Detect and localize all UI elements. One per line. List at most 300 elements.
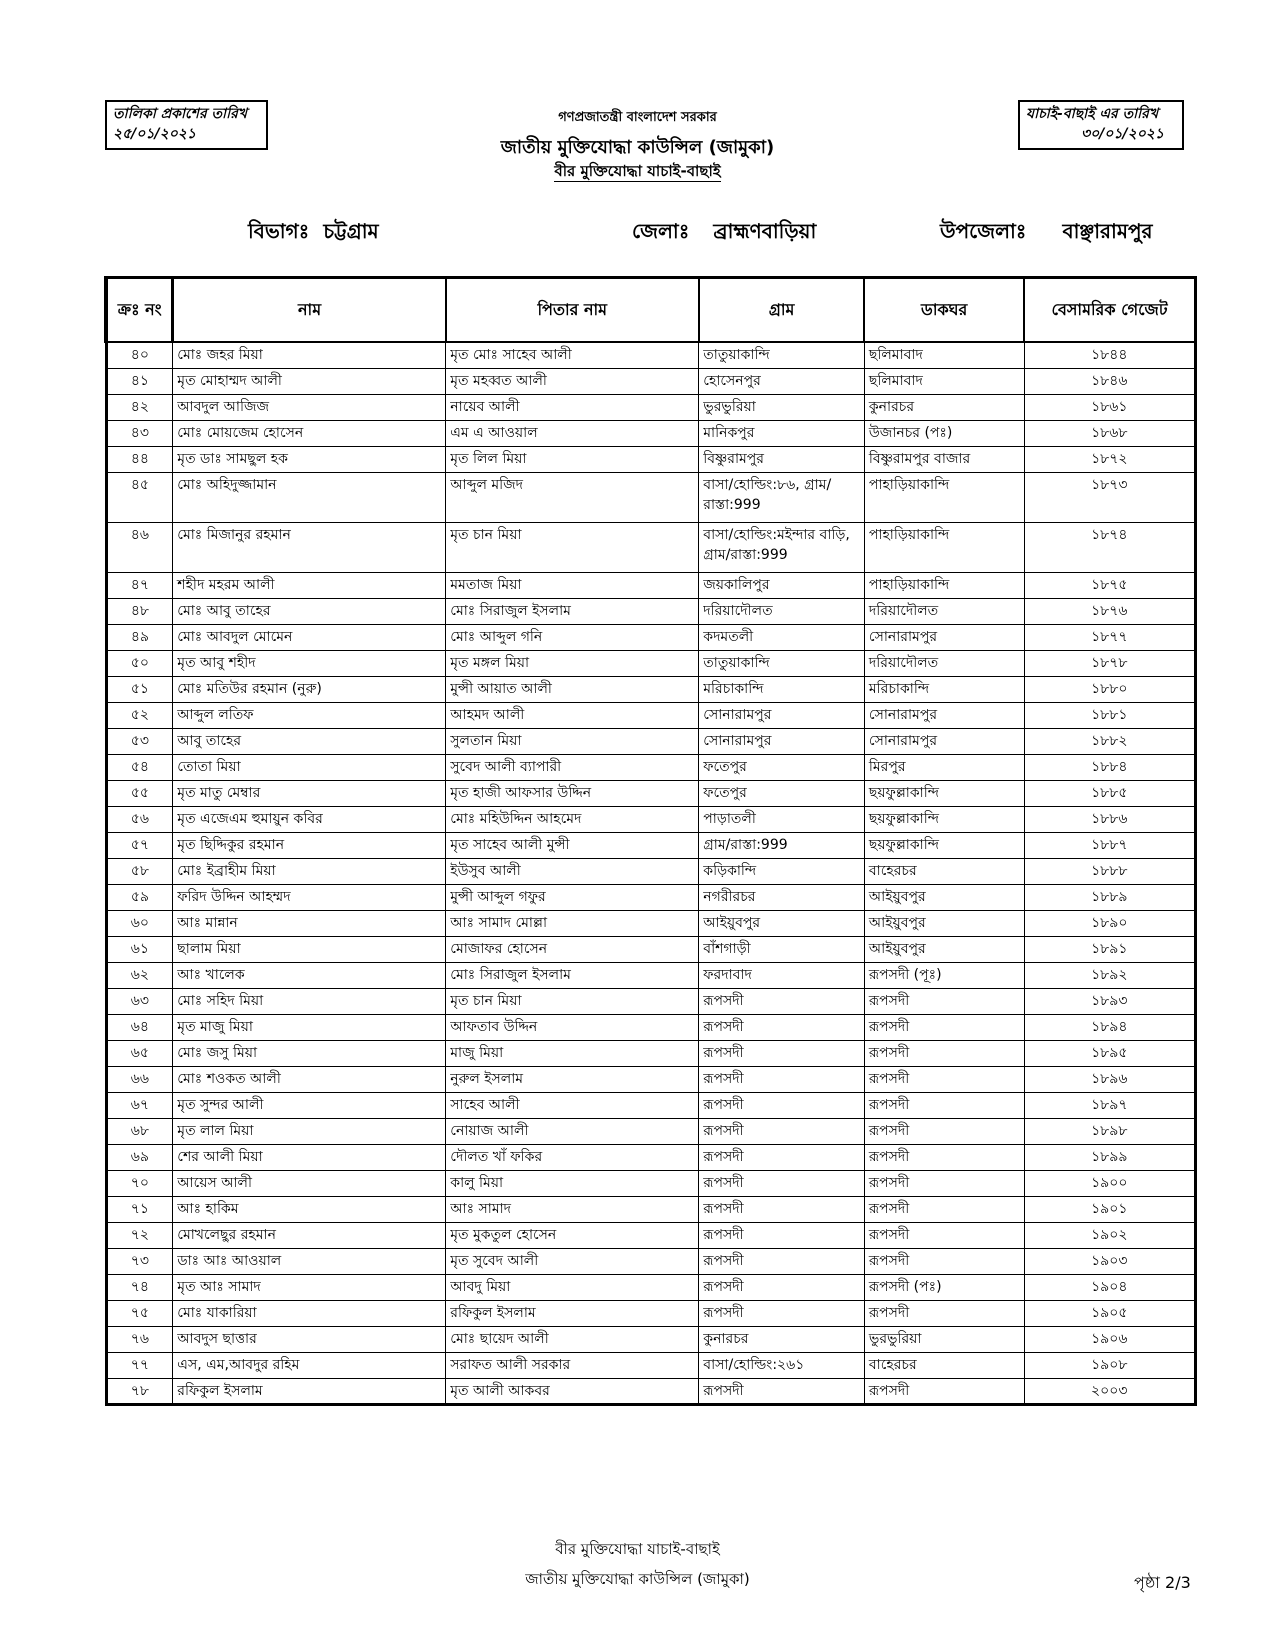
publish-date-label: তালিকা প্রকাশের তারিখ — [113, 106, 247, 122]
cell-civil-gazette: ১৯০২ — [1024, 1222, 1195, 1248]
cell-civil-gazette: ১৯০৫ — [1024, 1300, 1195, 1326]
cell-post-office: কুনারচর — [864, 394, 1024, 420]
table-row — [106, 650, 1196, 676]
cell-post-office: রূপসদী — [864, 1014, 1024, 1040]
table-row — [106, 910, 1196, 936]
cell-civil-gazette: ২০০৩ — [1024, 1378, 1195, 1404]
cell-post-office: আইয়ুবপুর — [864, 884, 1024, 910]
table-row — [106, 342, 1196, 368]
cell-name: মৃত আঃ সামাদ — [173, 1274, 446, 1300]
cell-name: এস, এম,আবদুর রহিম — [173, 1352, 446, 1378]
cell-village: নগরীরচর — [699, 884, 865, 910]
cell-post-office: আইয়ুবপুর — [864, 936, 1024, 962]
cell-name: মৃত ডাঃ সামছুল হক — [173, 446, 446, 472]
cell-civil-gazette: ১৮৮১ — [1024, 702, 1195, 728]
cell-post-office: রূপসদী (পূঃ) — [864, 962, 1024, 988]
cell-father-name: মোঃ ছায়েদ আলী — [446, 1326, 699, 1352]
cell-civil-gazette: ১৮৮৭ — [1024, 832, 1195, 858]
table-row — [106, 472, 1196, 522]
cell-father-name: মোঃ মহিউদ্দিন আহমেদ — [446, 806, 699, 832]
cell-name: রফিকুল ইসলাম — [173, 1378, 446, 1404]
cell-village: বিষ্ণুরামপুর — [699, 446, 865, 472]
column-header-father-name: পিতার নাম — [446, 278, 699, 343]
upazila-label: উপজেলাঃ — [940, 219, 1027, 243]
cell-village: সোনারামপুর — [699, 728, 865, 754]
cell-name: আবদুস ছাত্তার — [173, 1326, 446, 1352]
cell-post-office: বাহেরচর — [864, 858, 1024, 884]
cell-father-name: মৃত আলী আকবর — [446, 1378, 699, 1404]
cell-post-office: রূপসদী — [864, 1300, 1024, 1326]
cell-post-office: ছয়ফুল্লাকান্দি — [864, 806, 1024, 832]
footer-council: জাতীয় মুক্তিযোদ্ধা কাউন্সিল (জামুকা) — [525, 1570, 750, 1588]
cell-father-name: সুলতান মিয়া — [446, 728, 699, 754]
table-row — [106, 962, 1196, 988]
table-row — [106, 1040, 1196, 1066]
table-row — [106, 1118, 1196, 1144]
district-value: ব্রাহ্মণবাড়িয়া — [713, 219, 817, 243]
cell-name: মোঃ সহিদ মিয়া — [173, 988, 446, 1014]
verification-date-label: যাচাই-বাছাই এর তারিখ — [1026, 106, 1159, 122]
cell-civil-gazette: ১৮৭৮ — [1024, 650, 1195, 676]
table-row — [106, 702, 1196, 728]
table-row — [106, 936, 1196, 962]
cell-name: মোঃ মতিউর রহমান (নুরু) — [173, 676, 446, 702]
freedom-fighter-table — [104, 276, 1197, 1406]
cell-father-name: মৃত মোঃ সাহেব আলী — [446, 342, 699, 368]
cell-name: আঃ খালেক — [173, 962, 446, 988]
government-name: গণপ্রজাতন্ত্রী বাংলাদেশ সরকার — [558, 110, 717, 125]
cell-civil-gazette: ১৮৮৮ — [1024, 858, 1195, 884]
division-value: চট্টগ্রাম — [323, 219, 379, 243]
publish-date-value: ২৫/০১/২০২১ — [113, 126, 196, 142]
cell-civil-gazette: ১৮৮২ — [1024, 728, 1195, 754]
cell-serial: ৬০ — [106, 910, 173, 936]
cell-father-name: মোজাফর হোসেন — [446, 936, 699, 962]
table-row — [106, 1144, 1196, 1170]
cell-name: আয়েস আলী — [173, 1170, 446, 1196]
cell-village: তাতুয়াকান্দি — [699, 342, 865, 368]
cell-serial: ৭৬ — [106, 1326, 173, 1352]
cell-father-name: সাহেব আলী — [446, 1092, 699, 1118]
cell-village: গ্রাম/রাস্তা:999 — [699, 832, 865, 858]
table-row — [106, 988, 1196, 1014]
cell-post-office: সোনারামপুর — [864, 728, 1024, 754]
cell-post-office: আইয়ুবপুর — [864, 910, 1024, 936]
cell-serial: ৪৭ — [106, 572, 173, 598]
table-row — [106, 1014, 1196, 1040]
cell-village: ভুরভুরিয়া — [699, 394, 865, 420]
cell-name: মৃত লাল মিয়া — [173, 1118, 446, 1144]
cell-father-name: নোয়াজ আলী — [446, 1118, 699, 1144]
cell-serial: ৭৫ — [106, 1300, 173, 1326]
cell-name: মোঃ আবদুল মোমেন — [173, 624, 446, 650]
cell-civil-gazette: ১৯০৩ — [1024, 1248, 1195, 1274]
cell-serial: ৪৬ — [106, 522, 173, 572]
table-row — [106, 1092, 1196, 1118]
table-row — [106, 394, 1196, 420]
cell-father-name: মৃত লিল মিয়া — [446, 446, 699, 472]
cell-father-name: মাজু মিয়া — [446, 1040, 699, 1066]
cell-serial: ৫৭ — [106, 832, 173, 858]
cell-father-name: আবদু মিয়া — [446, 1274, 699, 1300]
cell-village: ফতেপুর — [699, 780, 865, 806]
cell-name: ফরিদ উদ্দিন আহম্মদ — [173, 884, 446, 910]
cell-civil-gazette: ১৮৮৬ — [1024, 806, 1195, 832]
cell-civil-gazette: ১৮৯৩ — [1024, 988, 1195, 1014]
cell-name: মৃত আবু শহীদ — [173, 650, 446, 676]
cell-serial: ৪১ — [106, 368, 173, 394]
cell-serial: ৬৫ — [106, 1040, 173, 1066]
cell-post-office: পাহাড়িয়াকান্দি — [864, 522, 1024, 572]
cell-civil-gazette: ১৮৮০ — [1024, 676, 1195, 702]
table-header-row — [106, 278, 1196, 343]
table-row — [106, 1066, 1196, 1092]
cell-village: রূপসদী — [699, 988, 865, 1014]
cell-village: আইয়ুবপুর — [699, 910, 865, 936]
cell-civil-gazette: ১৮৯৪ — [1024, 1014, 1195, 1040]
table-row — [106, 1378, 1196, 1404]
cell-civil-gazette: ১৮৯৬ — [1024, 1066, 1195, 1092]
cell-post-office: বিষ্ণুরামপুর বাজার — [864, 446, 1024, 472]
cell-post-office: রূপসদী — [864, 1066, 1024, 1092]
cell-civil-gazette: ১৮৭২ — [1024, 446, 1195, 472]
cell-name: মোঃ অহিদুজ্জামান — [173, 472, 446, 522]
cell-village: হোসেনপুর — [699, 368, 865, 394]
cell-civil-gazette: ১৯০৪ — [1024, 1274, 1195, 1300]
cell-father-name: মমতাজ মিয়া — [446, 572, 699, 598]
table-row — [106, 572, 1196, 598]
cell-name: আবদুল আজিজ — [173, 394, 446, 420]
cell-father-name: আহমদ আলী — [446, 702, 699, 728]
column-header-civil-gazette: বেসামরিক গেজেট — [1024, 278, 1195, 343]
cell-serial: ৭৩ — [106, 1248, 173, 1274]
cell-name: মৃত মোহাম্মদ আলী — [173, 368, 446, 394]
cell-father-name: নুরুল ইসলাম — [446, 1066, 699, 1092]
cell-serial: ৬৭ — [106, 1092, 173, 1118]
cell-post-office: মরিচাকান্দি — [864, 676, 1024, 702]
table-row — [106, 754, 1196, 780]
footer-title: বীর মুক্তিযোদ্ধা যাচাই-বাছাই — [555, 1540, 720, 1558]
cell-name: মৃত মাতু মেম্বার — [173, 780, 446, 806]
cell-father-name: আঃ সামাদ — [446, 1196, 699, 1222]
cell-post-office: রূপসদী (পঃ) — [864, 1274, 1024, 1300]
cell-father-name: কালু মিয়া — [446, 1170, 699, 1196]
cell-name: মোঃ ইব্রাহীম মিয়া — [173, 858, 446, 884]
cell-village: রূপসদী — [699, 1196, 865, 1222]
cell-serial: ৭১ — [106, 1196, 173, 1222]
cell-village: রূপসদী — [699, 1118, 865, 1144]
cell-village: রূপসদী — [699, 1014, 865, 1040]
cell-village: মানিকপুর — [699, 420, 865, 446]
cell-village: রূপসদী — [699, 1378, 865, 1404]
cell-name: মৃত এজেএম হুমায়ুন কবির — [173, 806, 446, 832]
cell-serial: ৪৪ — [106, 446, 173, 472]
cell-father-name: সরাফত আলী সরকার — [446, 1352, 699, 1378]
cell-name: মৃত সুন্দর আলী — [173, 1092, 446, 1118]
cell-post-office: সোনারামপুর — [864, 702, 1024, 728]
cell-post-office: রূপসদী — [864, 1222, 1024, 1248]
column-header-village: গ্রাম — [699, 278, 865, 343]
cell-civil-gazette: ১৯০৬ — [1024, 1326, 1195, 1352]
cell-serial: ৪৮ — [106, 598, 173, 624]
cell-name: মৃত মাজু মিয়া — [173, 1014, 446, 1040]
cell-father-name: মোঃ সিরাজুল ইসলাম — [446, 598, 699, 624]
cell-father-name: মৃত চান মিয়া — [446, 522, 699, 572]
cell-post-office: রূপসদী — [864, 1092, 1024, 1118]
cell-village: রূপসদী — [699, 1248, 865, 1274]
cell-post-office: ছলিমাবাদ — [864, 342, 1024, 368]
cell-serial: ৪২ — [106, 394, 173, 420]
cell-serial: ৫৪ — [106, 754, 173, 780]
district-label: জেলাঃ — [632, 219, 690, 243]
cell-serial: ৭৮ — [106, 1378, 173, 1404]
cell-father-name: ইউসুব আলী — [446, 858, 699, 884]
table-row — [106, 806, 1196, 832]
cell-village: রূপসদী — [699, 1300, 865, 1326]
cell-civil-gazette: ১৮৯৭ — [1024, 1092, 1195, 1118]
cell-village: পাড়াতলী — [699, 806, 865, 832]
cell-father-name: আফতাব উদ্দিন — [446, 1014, 699, 1040]
cell-serial: ৬৬ — [106, 1066, 173, 1092]
cell-serial: ৫২ — [106, 702, 173, 728]
cell-civil-gazette: ১৮৯৮ — [1024, 1118, 1195, 1144]
cell-village: রূপসদী — [699, 1222, 865, 1248]
cell-post-office: ছয়ফুল্লাকান্দি — [864, 832, 1024, 858]
cell-serial: ৬৪ — [106, 1014, 173, 1040]
cell-civil-gazette: ১৮৬৮ — [1024, 420, 1195, 446]
cell-post-office: রূপসদী — [864, 1196, 1024, 1222]
table-row — [106, 368, 1196, 394]
cell-serial: ৫৮ — [106, 858, 173, 884]
cell-serial: ৫৬ — [106, 806, 173, 832]
cell-name: মৃত ছিদ্দিকুর রহমান — [173, 832, 446, 858]
cell-village: রূপসদী — [699, 1170, 865, 1196]
cell-civil-gazette: ১৯০৮ — [1024, 1352, 1195, 1378]
table-row — [106, 1300, 1196, 1326]
cell-father-name: রফিকুল ইসলাম — [446, 1300, 699, 1326]
cell-serial: ৭৪ — [106, 1274, 173, 1300]
cell-village: সোনারামপুর — [699, 702, 865, 728]
table-row — [106, 1274, 1196, 1300]
cell-father-name: নায়েব আলী — [446, 394, 699, 420]
cell-civil-gazette: ১৮৯৯ — [1024, 1144, 1195, 1170]
cell-father-name: মুন্সী আব্দুল গফুর — [446, 884, 699, 910]
cell-father-name: এম এ আওয়াল — [446, 420, 699, 446]
cell-village: বাসা/হোল্ডিং:মইন্দার বাড়ি, গ্রাম/রাস্তা:999 — [699, 522, 865, 572]
cell-civil-gazette: ১৮৭৬ — [1024, 598, 1195, 624]
cell-post-office: ভুরভুরিয়া — [864, 1326, 1024, 1352]
cell-father-name: আব্দুল মজিদ — [446, 472, 699, 522]
table-row — [106, 522, 1196, 572]
cell-name: শের আলী মিয়া — [173, 1144, 446, 1170]
cell-name: মোঃ যাকারিয়া — [173, 1300, 446, 1326]
cell-serial: ৭০ — [106, 1170, 173, 1196]
cell-post-office: রূপসদী — [864, 1118, 1024, 1144]
table-row — [106, 624, 1196, 650]
upazila-field — [940, 217, 1153, 250]
cell-serial: ৭২ — [106, 1222, 173, 1248]
cell-name: মোঃ জহর মিয়া — [173, 342, 446, 368]
table-row — [106, 1248, 1196, 1274]
table-row — [106, 884, 1196, 910]
cell-name: আব্দুল লতিফ — [173, 702, 446, 728]
cell-serial: ৪৫ — [106, 472, 173, 522]
cell-village: মরিচাকান্দি — [699, 676, 865, 702]
cell-father-name: মৃত মহব্বত আলী — [446, 368, 699, 394]
cell-post-office: মিরপুর — [864, 754, 1024, 780]
cell-civil-gazette: ১৮৬১ — [1024, 394, 1195, 420]
cell-father-name: মৃত চান মিয়া — [446, 988, 699, 1014]
cell-civil-gazette: ১৮৮৪ — [1024, 754, 1195, 780]
cell-civil-gazette: ১৮৭৪ — [1024, 522, 1195, 572]
cell-village: বাসা/হোল্ডিং:৮৬, গ্রাম/রাস্তা:999 — [699, 472, 865, 522]
cell-village: রূপসদী — [699, 1040, 865, 1066]
cell-village: বাঁশগাড়ী — [699, 936, 865, 962]
cell-civil-gazette: ১৮৮৯ — [1024, 884, 1195, 910]
division-label: বিভাগঃ — [248, 219, 310, 243]
table-row — [106, 728, 1196, 754]
cell-name: শহীদ মহরম আলী — [173, 572, 446, 598]
cell-father-name: মৃত মুকতুল হোসেন — [446, 1222, 699, 1248]
table-row — [106, 446, 1196, 472]
cell-serial: ৭৭ — [106, 1352, 173, 1378]
cell-civil-gazette: ১৮৮৫ — [1024, 780, 1195, 806]
table-row — [106, 1352, 1196, 1378]
cell-serial: ৬৯ — [106, 1144, 173, 1170]
cell-civil-gazette: ১৮৭৩ — [1024, 472, 1195, 522]
cell-serial: ৬৮ — [106, 1118, 173, 1144]
verification-date-value: ৩০/০১/২০২১ — [1080, 126, 1164, 142]
district-field — [632, 217, 816, 250]
cell-village: ফতেপুর — [699, 754, 865, 780]
council-name: জাতীয় মুক্তিযোদ্ধা কাউন্সিল (জামুকা) — [500, 137, 775, 158]
cell-serial: ৬১ — [106, 936, 173, 962]
cell-civil-gazette: ১৮৪৪ — [1024, 342, 1195, 368]
cell-serial: ৫৯ — [106, 884, 173, 910]
cell-post-office: উজানচর (পঃ) — [864, 420, 1024, 446]
cell-post-office: রূপসদী — [864, 1248, 1024, 1274]
division-field — [248, 217, 379, 250]
cell-father-name: মোঃ সিরাজুল ইসলাম — [446, 962, 699, 988]
cell-serial: ৪৯ — [106, 624, 173, 650]
cell-civil-gazette: ১৮৯৫ — [1024, 1040, 1195, 1066]
table-row — [106, 1170, 1196, 1196]
cell-civil-gazette: ১৮৯২ — [1024, 962, 1195, 988]
cell-name: মোখলেছুর রহমান — [173, 1222, 446, 1248]
column-header-serial: ক্রঃ নং — [106, 278, 173, 343]
cell-village: রূপসদী — [699, 1274, 865, 1300]
cell-post-office: ছয়ফুল্লাকান্দি — [864, 780, 1024, 806]
verification-title-text: বীর মুক্তিযোদ্ধা যাচাই-বাছাই — [554, 162, 721, 180]
cell-father-name: দৌলত খাঁ ফকির — [446, 1144, 699, 1170]
cell-post-office: সোনারামপুর — [864, 624, 1024, 650]
cell-post-office: রূপসদী — [864, 1378, 1024, 1404]
cell-father-name: মুন্সী আয়াত আলী — [446, 676, 699, 702]
cell-village: রূপসদী — [699, 1144, 865, 1170]
cell-village: রূপসদী — [699, 1066, 865, 1092]
cell-serial: ৫০ — [106, 650, 173, 676]
cell-civil-gazette: ১৮৭৫ — [1024, 572, 1195, 598]
cell-father-name: মৃত হাজী আফসার উদ্দিন — [446, 780, 699, 806]
cell-father-name: মৃত সাহেব আলী মুন্সী — [446, 832, 699, 858]
table-row — [106, 1196, 1196, 1222]
cell-post-office: বাহেরচর — [864, 1352, 1024, 1378]
cell-village: রূপসদী — [699, 1092, 865, 1118]
cell-post-office: রূপসদী — [864, 988, 1024, 1014]
cell-village: দরিয়াদৌলত — [699, 598, 865, 624]
table-row — [106, 780, 1196, 806]
cell-serial: ৫১ — [106, 676, 173, 702]
cell-name: মোঃ আবু তাহের — [173, 598, 446, 624]
cell-name: মোঃ জসু মিয়া — [173, 1040, 446, 1066]
cell-civil-gazette: ১৮৯১ — [1024, 936, 1195, 962]
cell-civil-gazette: ১৯০১ — [1024, 1196, 1195, 1222]
cell-civil-gazette: ১৮৯০ — [1024, 910, 1195, 936]
cell-village: কদমতলী — [699, 624, 865, 650]
table-body — [106, 342, 1196, 1404]
table-row — [106, 676, 1196, 702]
cell-name: আঃ মান্নান — [173, 910, 446, 936]
table-row — [106, 598, 1196, 624]
cell-village: জয়কালিপুর — [699, 572, 865, 598]
cell-father-name: সুবেদ আলী ব্যাপারী — [446, 754, 699, 780]
cell-civil-gazette: ১৯০০ — [1024, 1170, 1195, 1196]
table-row — [106, 1222, 1196, 1248]
upazila-value: বাঞ্ছারামপুর — [1062, 219, 1153, 243]
cell-serial: ৫৫ — [106, 780, 173, 806]
cell-name: ছালাম মিয়া — [173, 936, 446, 962]
cell-father-name: মৃত সুবেদ আলী — [446, 1248, 699, 1274]
cell-father-name: মৃত মঙ্গল মিয়া — [446, 650, 699, 676]
cell-village: কুনারচর — [699, 1326, 865, 1352]
cell-name: তোতা মিয়া — [173, 754, 446, 780]
cell-serial: ৬২ — [106, 962, 173, 988]
column-header-name: নাম — [173, 278, 446, 343]
cell-name: মোঃ মোয়জেম হোসেন — [173, 420, 446, 446]
cell-post-office: ছলিমাবাদ — [864, 368, 1024, 394]
table-row — [106, 832, 1196, 858]
table-row — [106, 858, 1196, 884]
cell-father-name: আঃ সামাদ মোল্লা — [446, 910, 699, 936]
cell-village: তাতুয়াকান্দি — [699, 650, 865, 676]
cell-post-office: দরিয়াদৌলত — [864, 598, 1024, 624]
table-row — [106, 420, 1196, 446]
table-row — [106, 1326, 1196, 1352]
cell-village: ফরদাবাদ — [699, 962, 865, 988]
cell-name: আবু তাহের — [173, 728, 446, 754]
cell-serial: ৪৩ — [106, 420, 173, 446]
page-number: পৃষ্ঠা 2/3 — [1134, 1573, 1191, 1592]
cell-serial: ৪০ — [106, 342, 173, 368]
cell-village: বাসা/হোল্ডিং:২৬১ — [699, 1352, 865, 1378]
cell-post-office: রূপসদী — [864, 1040, 1024, 1066]
cell-name: মোঃ মিজানুর রহমান — [173, 522, 446, 572]
cell-serial: ৬৩ — [106, 988, 173, 1014]
cell-serial: ৫৩ — [106, 728, 173, 754]
cell-civil-gazette: ১৮৭৭ — [1024, 624, 1195, 650]
cell-name: আঃ হাকিম — [173, 1196, 446, 1222]
cell-name: মোঃ শওকত আলী — [173, 1066, 446, 1092]
cell-village: কড়িকান্দি — [699, 858, 865, 884]
verification-title — [0, 160, 1275, 185]
cell-father-name: মোঃ আব্দুল গনি — [446, 624, 699, 650]
cell-post-office: রূপসদী — [864, 1144, 1024, 1170]
cell-post-office: পাহাড়িয়াকান্দি — [864, 572, 1024, 598]
cell-post-office: দরিয়াদৌলত — [864, 650, 1024, 676]
column-header-post-office: ডাকঘর — [864, 278, 1024, 343]
cell-post-office: রূপসদী — [864, 1170, 1024, 1196]
cell-civil-gazette: ১৮৪৬ — [1024, 368, 1195, 394]
